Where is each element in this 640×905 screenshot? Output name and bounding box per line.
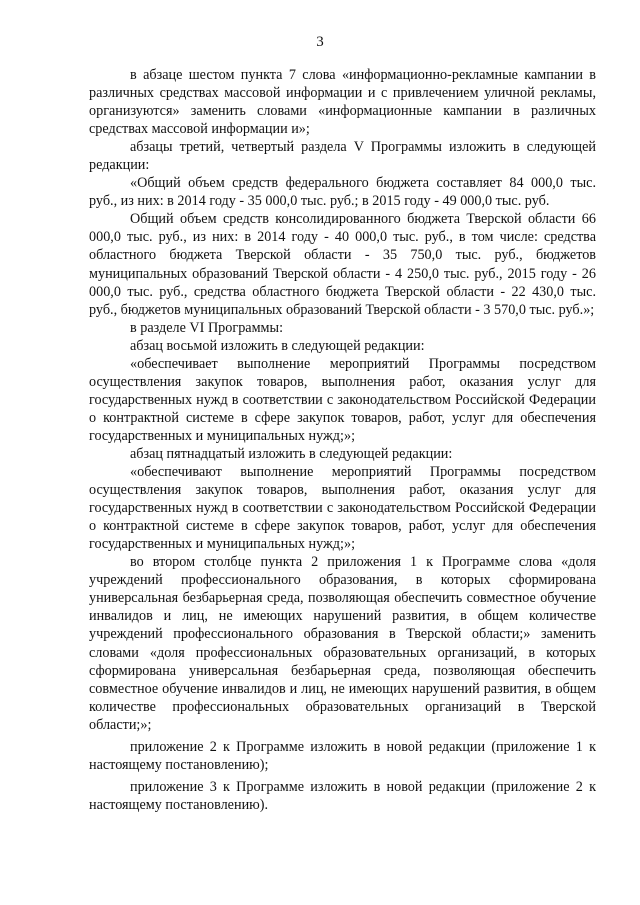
page-number: 3: [316, 34, 324, 50]
paragraph-11: приложение 2 к Программе изложить в новой редакции (приложение 1 к настоящему постановлению);: [89, 738, 596, 773]
paragraph-5: в разделе VI Программы:: [130, 319, 284, 336]
paragraph-3: «Общий объем средств федерального бюджета составляет 84 000,0 тыс. руб., из них: в 2014 году - 35 000,0 тыс. руб.; в 2015 году - 49 000,0 тыс. руб.: [89, 175, 596, 210]
paragraph-1: в абзаце шестом пункта 7 слова «информационно-рекламные кампании в различных средствах массовой информации и с привлечением уличной рекламы, организуются» заменить словами «информационные кампании в различных средствах массовой информации и»;: [89, 67, 596, 138]
paragraph-10: во втором столбце пункта 2 приложения 1 к Программе слова «доля учреждений профессионального образования, в которых сформирована универсальная безбарьерная среда, позволяющая обеспечить совместное обучение инвалидов и лиц, не имеющих нарушений развития, в общем количестве учреждений профессионального образования в Тверской области;» заменить словами «доля профессиональных образовательных организаций, в которых сформирована универсальная безбарьерная среда, позволяющая обеспечить совместное обучение инвалидов и лиц, не имеющих нарушений развития, в общем количестве профессиональных образовательных организаций в Тверской области;»;: [89, 554, 596, 733]
paragraph-8: абзац пятнадцатый изложить в следующей редакции:: [130, 445, 453, 462]
paragraph-7: «обеспечивает выполнение мероприятий Программы посредством осуществления закупок товаров, выполнения работ, оказания услуг для государственных нужд в соответствии с законодательством Российской Федерации о контрактной системе в сфере закупок товаров, работ, услуг для обеспечения государственных и муниципальных нужд;»;: [89, 355, 596, 444]
paragraph-2: абзацы третий, четвертый раздела V Программы изложить в следующей редакции:: [89, 139, 596, 174]
paragraph-12: приложение 3 к Программе изложить в новой редакции (приложение 2 к настоящему постановлению).: [89, 778, 596, 813]
paragraph-4: Общий объем средств консолидированного бюджета Тверской области 66 000,0 тыс. руб., из них: в 2014 году - 40 000,0 тыс. руб., в том числе: средства областного бюджета Тверской области - 35 750,0 тыс. руб., бюджетов муниципальных образований Тверской области - 4 250,0 тыс. руб., 2015 году - 26 000,0 тыс. руб., средства областного бюджета Тверской области - 22 430,0 тыс. руб., бюджетов муниципальных образований Тверской области - 3 570,0 тыс. руб.»;: [89, 211, 596, 318]
paragraph-6: абзац восьмой изложить в следующей редакции:: [130, 337, 425, 354]
document-body: [89, 66, 596, 814]
paragraph-9: «обеспечивают выполнение мероприятий Программы посредством осуществления закупок товаров, выполнения работ, оказания услуг для государственных нужд в соответствии с законодательством Российской Федерации о контрактной системе в сфере закупок товаров, работ, услуг для обеспечения государственных и муниципальных нужд;»;: [89, 464, 596, 553]
